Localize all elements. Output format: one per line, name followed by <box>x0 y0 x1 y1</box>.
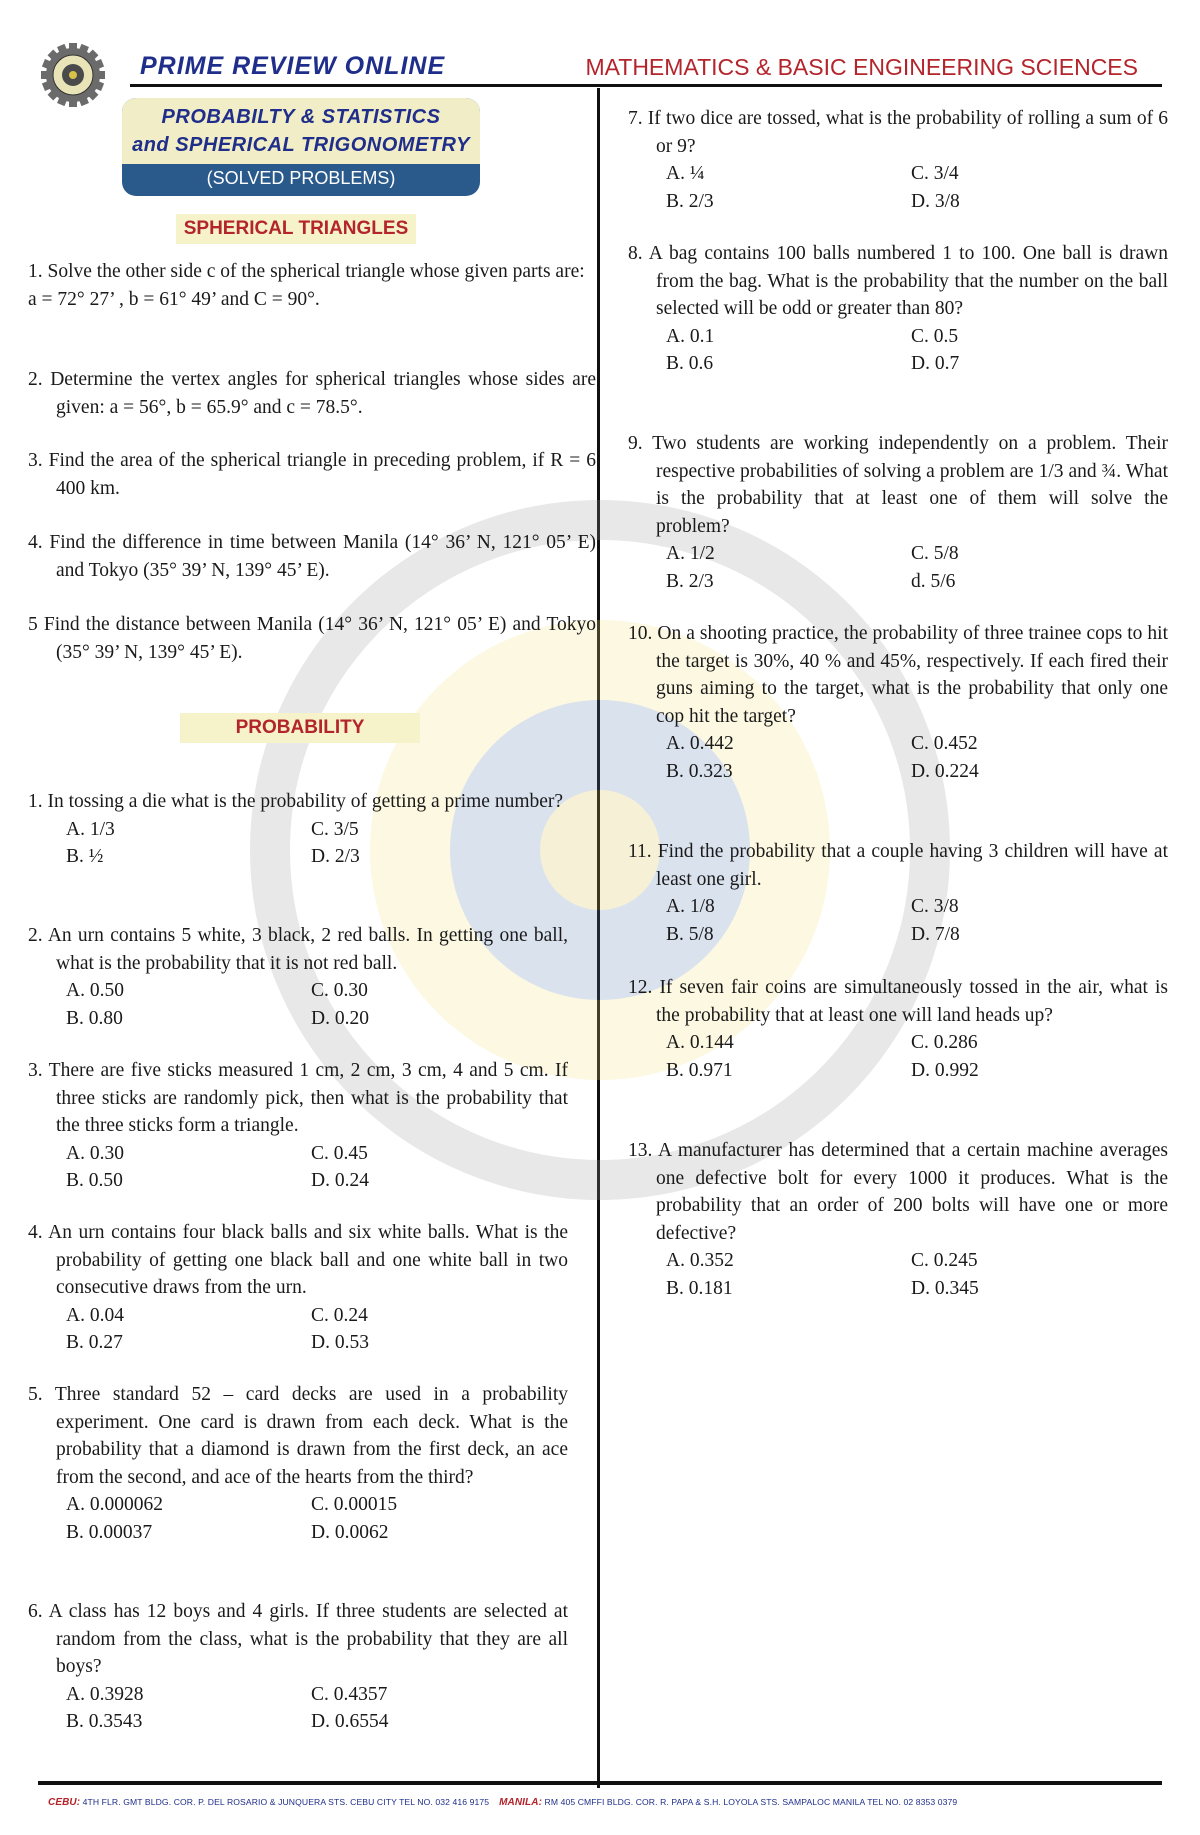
option-c: C. 0.452 <box>911 733 978 754</box>
option-a: A. 1/8 <box>666 896 715 917</box>
probability-question-13 <box>628 1137 1168 1302</box>
question-text: 9. Two students are working independently on a problem. Their respective probabilities of solving a problem are 1/3 and ¾. What is the probability that at least one of them will solve the problem? <box>628 433 1168 537</box>
option-b: B. ½ <box>66 846 104 867</box>
answer-options <box>666 160 1168 215</box>
option-d: D. 7/8 <box>911 923 960 945</box>
spherical-question-4 <box>28 529 596 584</box>
option-d: D. 0.6554 <box>311 1711 389 1732</box>
footer-manila-address: RM 405 CMFFI BLDG. COR. R. PAPA & S.H. LOYOLA STS. SAMPALOC MANILA TEL NO. 02 8353 0379 <box>542 1797 958 1807</box>
header-divider <box>130 84 1162 87</box>
title-line-3: (SOLVED PROBLEMS) <box>206 168 396 188</box>
answer-options <box>666 1247 1168 1302</box>
gear-seal-logo-icon <box>38 40 108 110</box>
question-text: 2. An urn contains 5 white, 3 black, 2 red balls. In getting one ball, what is the probability that it is not red ball. <box>28 925 568 974</box>
probability-question-7 <box>628 105 1168 215</box>
probability-question-8 <box>628 240 1168 378</box>
answer-options <box>66 977 568 1032</box>
question-text: 7. If two dice are tossed, what is the probability of rolling a sum of 6 or 9? <box>628 108 1168 157</box>
title-line-1: PROBABILTY & STATISTICS <box>161 106 441 128</box>
footer-manila-label: MANILA: <box>499 1797 543 1808</box>
option-b: B. 5/8 <box>666 923 714 945</box>
option-c: C. 0.45 <box>311 1142 368 1164</box>
question-text: 10. On a shooting practice, the probability of three trainee cops to hit the target is 30%, 40 % and 45%, respectively. If each fired their guns aiming to the target, what is the probability that only one cop hit the target? <box>628 623 1168 727</box>
option-d: D. 0.0062 <box>311 1521 389 1543</box>
spherical-question-1 <box>28 258 596 313</box>
option-a: A. 1/3 <box>66 818 115 840</box>
option-b: B. 0.6 <box>666 353 714 374</box>
option-c: C. 3/4 <box>911 163 959 184</box>
option-b: B. 2/3 <box>666 190 714 212</box>
option-a: A. 0.000062 <box>66 1494 163 1515</box>
probability-question-12 <box>628 974 1168 1084</box>
spherical-question-5 <box>28 611 596 666</box>
question-text: 1. Solve the other side c of the spherical triangle whose given parts are: <box>28 261 585 282</box>
option-c: C. 3/5 <box>311 818 359 840</box>
probability-question-2 <box>28 922 568 1032</box>
option-c: C. 0.24 <box>311 1304 368 1326</box>
option-b: B. 0.00037 <box>66 1521 153 1543</box>
question-text: 11. Find the probability that a couple having 3 children will have at least one girl. <box>628 841 1168 890</box>
option-d: D. 0.7 <box>911 353 960 374</box>
probability-question-3 <box>28 1057 568 1195</box>
option-b: B. 0.50 <box>66 1170 123 1191</box>
option-b: B. 2/3 <box>666 570 714 592</box>
spherical-question-2 <box>28 366 596 421</box>
option-b: B. 0.3543 <box>66 1711 143 1732</box>
answer-options <box>666 1029 1168 1084</box>
answer-options <box>66 1302 568 1357</box>
question-given: a = 72° 27’ , b = 61° 49’ and C = 90°. <box>28 288 320 310</box>
option-c: C. 3/8 <box>911 896 959 917</box>
option-d: D. 0.345 <box>911 1277 979 1299</box>
option-a: A. 0.144 <box>666 1032 734 1053</box>
option-d: D. 0.992 <box>911 1059 979 1081</box>
question-text: 8. A bag contains 100 balls numbered 1 to 100. One ball is drawn from the bag. What is the probability that the number on the ball selected will be odd or greater than 80? <box>628 243 1168 319</box>
probability-question-9 <box>628 430 1168 595</box>
question-text: 2. Determine the vertex angles for spherical triangles whose sides are given: a = 56°, b = 65.9° and c = 78.5°. <box>28 369 596 418</box>
option-b: B. 0.971 <box>666 1059 733 1081</box>
footer-divider <box>38 1781 1162 1785</box>
question-text: 1. In tossing a die what is the probability of getting a prime number? <box>28 791 564 812</box>
subject-title: MATHEMATICS & BASIC ENGINEERING SCIENCES <box>585 54 1138 80</box>
option-c: C. 0.00015 <box>311 1494 398 1515</box>
title-line-2: and SPHERICAL TRIGONOMETRY <box>132 134 470 156</box>
question-text: 5 Find the distance between Manila (14° 36’ N, 121° 05’ E) and Tokyo (35° 39’ N, 139° 45’ E). <box>28 614 596 663</box>
option-d: D. 2/3 <box>311 846 360 867</box>
probability-question-4 <box>28 1219 568 1357</box>
question-text: 5. Three standard 52 – card decks are used in a probability experiment. One card is drawn from each deck. What is the probability that a diamond is drawn from the first deck, an ace from the second, and ace of the hearts from the third? <box>28 1384 568 1488</box>
option-a: A. 0.30 <box>66 1142 124 1164</box>
option-b: B. 0.80 <box>66 1007 123 1029</box>
answer-options <box>66 1140 568 1195</box>
question-text: 12. If seven fair coins are simultaneously tossed in the air, what is the probability that at least one will land heads up? <box>628 977 1168 1026</box>
answer-options <box>666 893 1168 948</box>
option-c: C. 5/8 <box>911 543 959 564</box>
option-d: D. 0.53 <box>311 1332 369 1353</box>
option-a: A. 0.3928 <box>66 1683 144 1705</box>
probability-question-5 <box>28 1381 568 1546</box>
probability-question-1 <box>28 788 568 871</box>
answer-options <box>666 540 1168 595</box>
question-text: 4. An urn contains four black balls and six white balls. What is the probability of getting one black ball and one white ball in two consecutive draws from the urn. <box>28 1222 568 1298</box>
question-text: 3. There are five sticks measured 1 cm, 2 cm, 3 cm, 4 and 5 cm. If three sticks are randomly pick, then what is the probability that the three sticks form a triangle. <box>28 1060 568 1136</box>
document-title-box <box>122 98 480 196</box>
option-c: C. 0.30 <box>311 980 368 1001</box>
option-b: B. 0.323 <box>666 760 733 782</box>
footer-cebu-address: 4TH FLR. GMT BLDG. COR. P. DEL ROSARIO & JUNQUERA STS. CEBU CITY TEL NO. 032 416 9175 <box>80 1797 490 1807</box>
probability-question-6 <box>28 1598 568 1736</box>
option-b: B. 0.27 <box>66 1332 123 1353</box>
probability-question-10 <box>628 620 1168 785</box>
option-c: C. 0.4357 <box>311 1683 388 1705</box>
option-a: A. ¼ <box>666 163 705 184</box>
option-a: A. 0.352 <box>666 1250 734 1271</box>
footer-addresses <box>48 1797 1160 1808</box>
section-spherical-triangles: SPHERICAL TRIANGLES <box>176 214 416 244</box>
option-d: d. 5/6 <box>911 570 956 592</box>
question-text: 4. Find the difference in time between Manila (14° 36’ N, 121° 05’ E) and Tokyo (35° 39’ N, 139° 45’ E). <box>28 532 596 581</box>
spherical-question-3 <box>28 447 596 502</box>
option-a: A. 0.04 <box>66 1304 124 1326</box>
option-a: A. 1/2 <box>666 543 715 564</box>
option-b: B. 0.181 <box>666 1277 733 1299</box>
answer-options <box>666 323 1168 378</box>
option-c: C. 0.286 <box>911 1032 978 1053</box>
answer-options <box>66 816 568 871</box>
option-d: D. 0.20 <box>311 1007 369 1029</box>
brand-title: PRIME REVIEW ONLINE <box>140 52 446 80</box>
option-d: D. 3/8 <box>911 190 960 212</box>
question-text: 3. Find the area of the spherical triangle in preceding problem, if R = 6 400 km. <box>28 450 596 499</box>
option-d: D. 0.24 <box>311 1170 369 1191</box>
option-c: C. 0.245 <box>911 1250 978 1271</box>
section-probability: PROBABILITY <box>180 713 420 743</box>
question-text: 13. A manufacturer has determined that a certain machine averages one defective bolt for every 1000 it produces. What is the probability that an order of 200 bolts will have one or more defective? <box>628 1140 1168 1244</box>
option-c: C. 0.5 <box>911 325 959 347</box>
probability-question-11 <box>628 838 1168 948</box>
option-a: A. 0.442 <box>666 733 734 754</box>
question-text: 6. A class has 12 boys and 4 girls. If three students are selected at random from the class, what is the probability that they are all boys? <box>28 1601 568 1677</box>
answer-options <box>66 1681 568 1736</box>
answer-options <box>666 730 1168 785</box>
option-a: A. 0.50 <box>66 980 124 1001</box>
option-d: D. 0.224 <box>911 760 979 782</box>
option-a: A. 0.1 <box>666 325 715 347</box>
answer-options <box>66 1491 568 1546</box>
footer-cebu-label: CEBU: <box>48 1797 81 1808</box>
